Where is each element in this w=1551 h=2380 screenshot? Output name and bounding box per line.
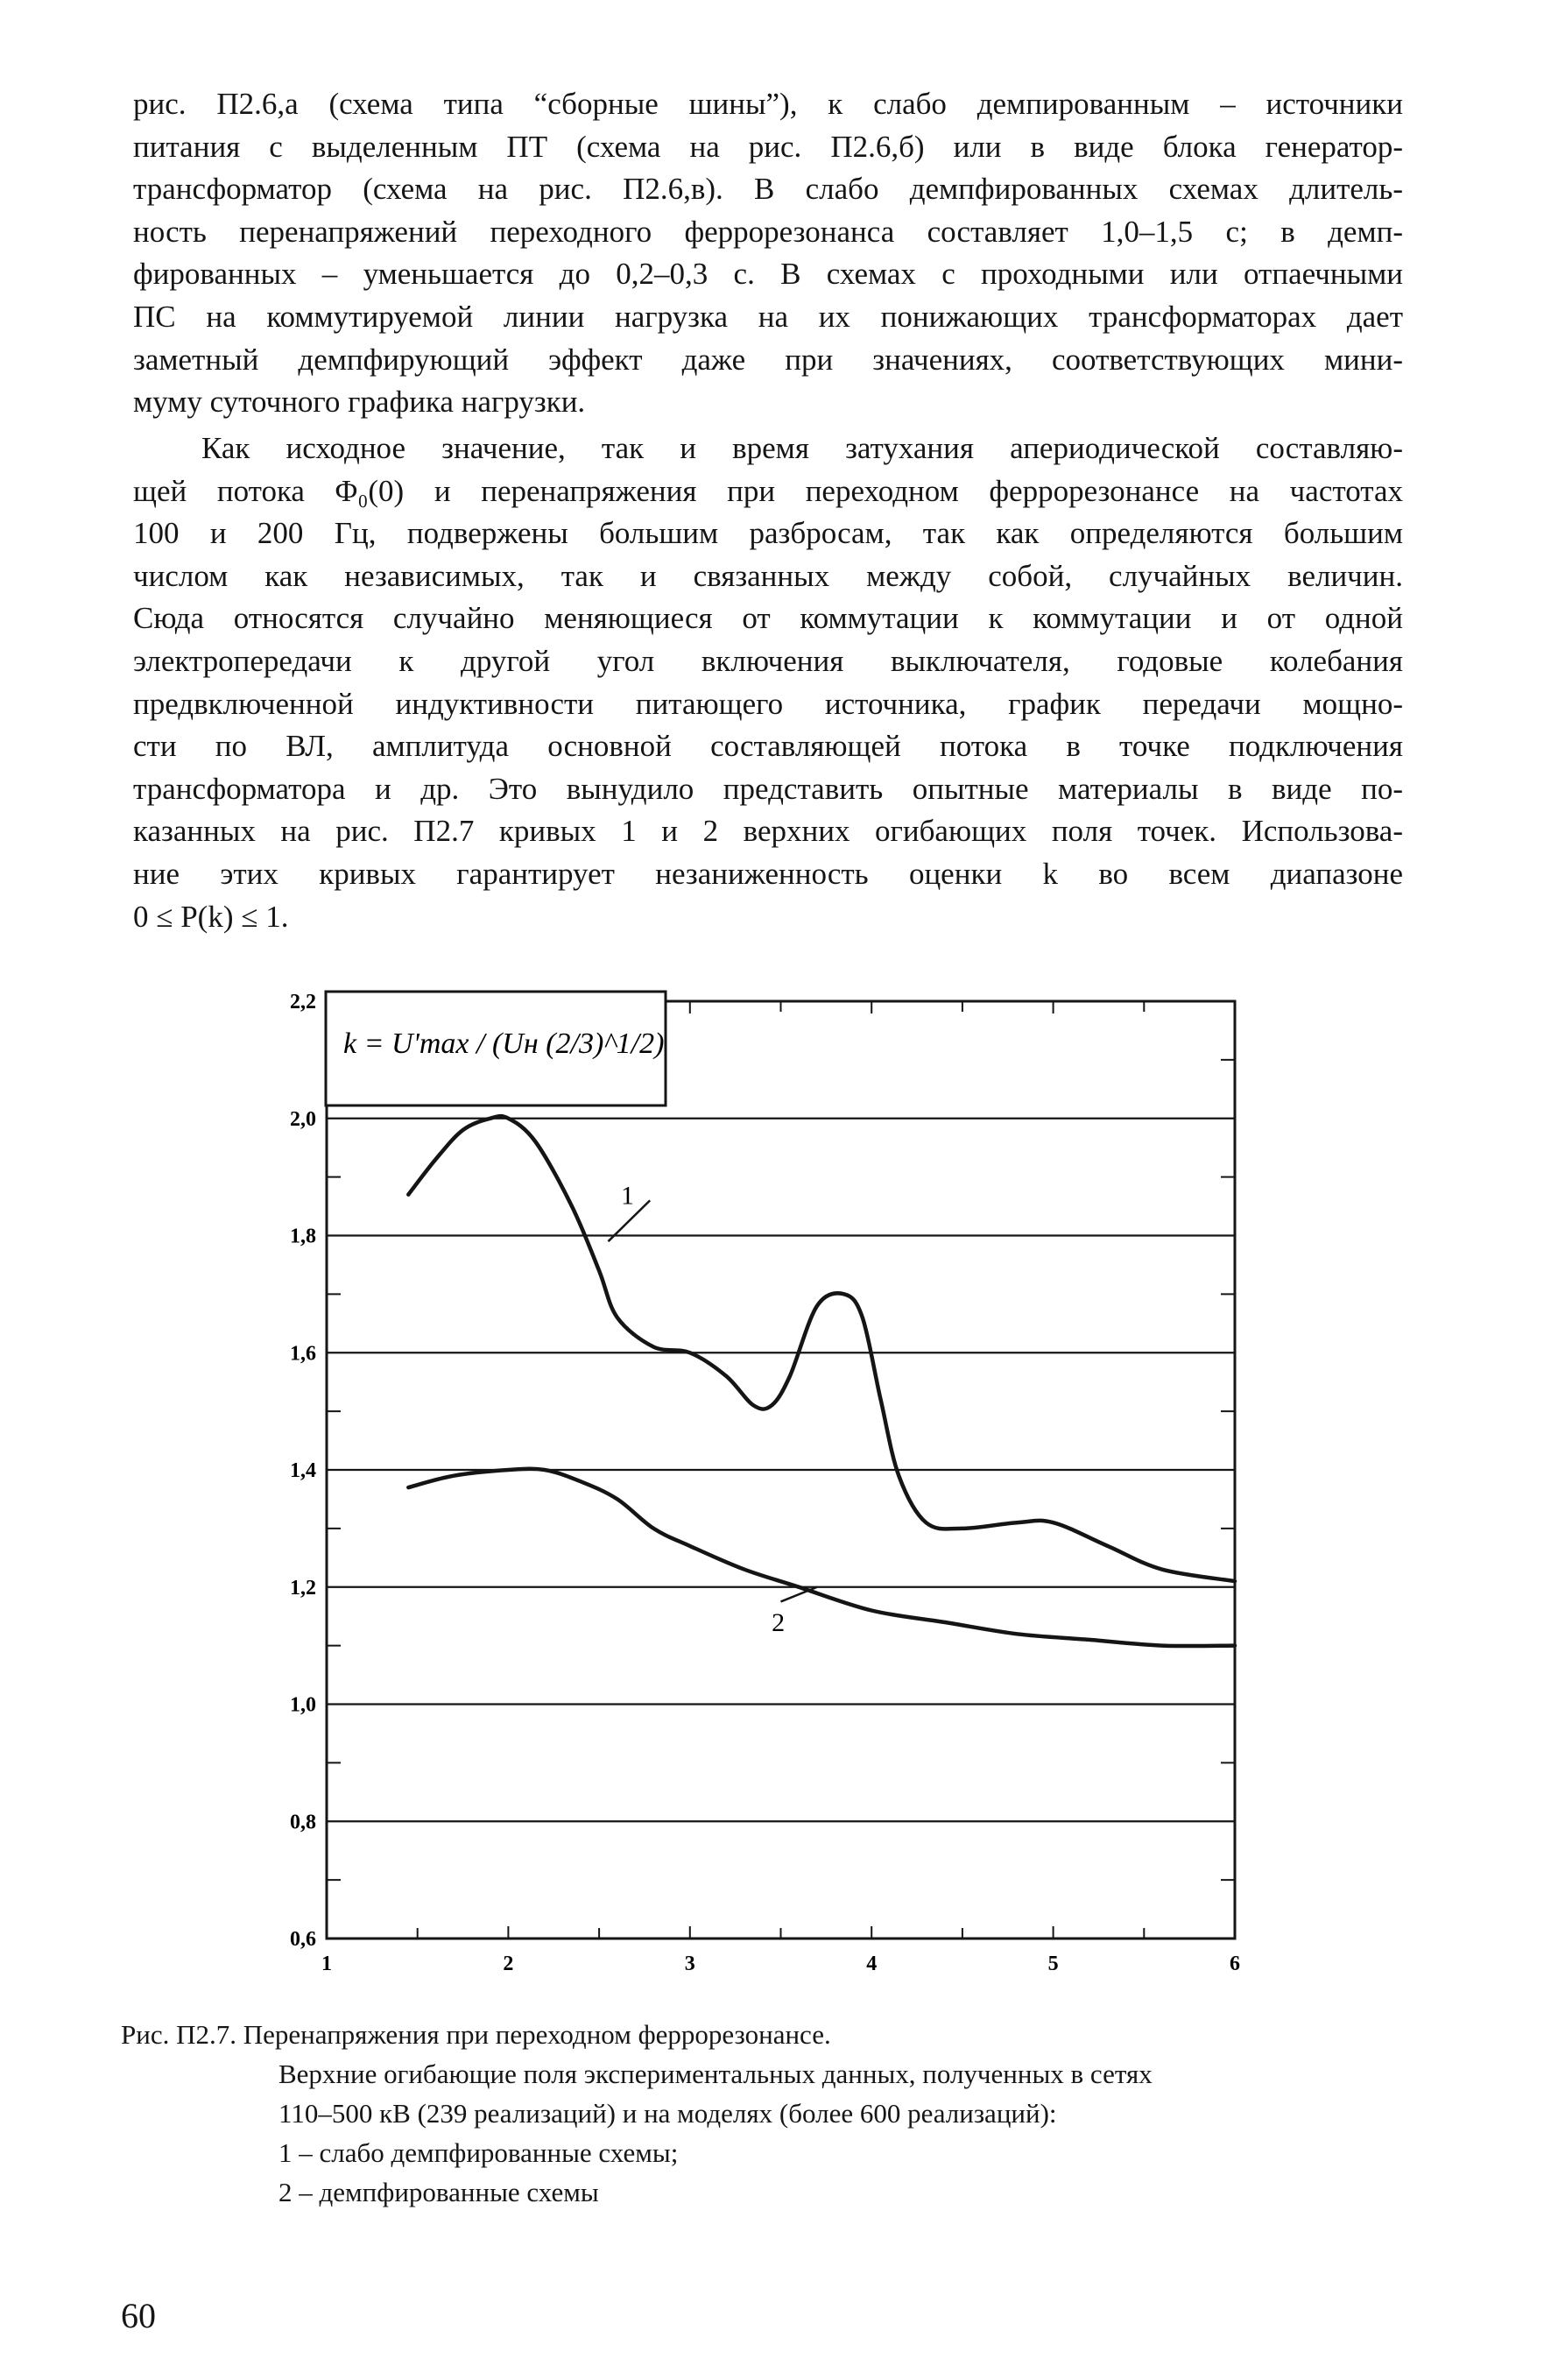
curve-2-leader — [781, 1587, 817, 1602]
x-tick-label: 1 — [321, 1953, 332, 1975]
text-line: рис. П2.6,а (схема типа “сборные шины”), к слабо демпированным – источники — [133, 87, 1403, 121]
series-2-line — [408, 1469, 1235, 1646]
text-line: сти по ВЛ, амплитуда основной составляющей потока в точке подключения — [133, 729, 1403, 764]
text-line: трансформатор (схема на рис. П2.6,в). В слабо демпфированных схемах длитель- — [133, 172, 1403, 207]
text-line: питания с выделенным ПТ (схема на рис. П2.6,б) или в виде блока генератор- — [133, 129, 1403, 164]
text-line: казанных на рис. П2.7 кривых 1 и 2 верхних огибающих поля точек. Использова- — [133, 814, 1403, 849]
y-tick-label: 2,0 — [290, 1107, 316, 1131]
y-tick-label: 1,8 — [290, 1225, 316, 1248]
y-tick-label: 0,8 — [290, 1811, 316, 1834]
x-tick-label: 5 — [1047, 1953, 1059, 1975]
curve-1-label: 1 — [620, 1181, 634, 1211]
text-line: муму суточного графика нагрузки. — [133, 385, 586, 420]
chart-series — [408, 1116, 1235, 1646]
figure-caption-title: Рис. П2.7. Перенапряжения при переходном феррорезонансе. — [121, 2019, 831, 2050]
text-line: заметный демпфирующий эффект даже при значениях, соответствующих мини- — [133, 342, 1403, 377]
figure-caption-legend-2: 2 – демпфированные схемы — [278, 2177, 599, 2207]
y-tick-label: 1,0 — [290, 1693, 316, 1717]
formula-legend-box — [326, 992, 666, 1105]
y-tick-label: 2,2 — [290, 991, 316, 1013]
figure-caption-line-1: Верхние огибающие поля экспериментальных данных, полученных в сетях — [278, 2059, 1153, 2089]
y-tick-label: 1,6 — [290, 1342, 316, 1366]
text-line: фированных – уменьшается до 0,2–0,3 с. В схемах с проходными или отпаечными — [133, 257, 1403, 292]
text-line: числом как независимых, так и связанных между собой, случайных величин. — [133, 558, 1403, 593]
text-line: трансформатора и др. Это вынудило представить опытные материалы в виде по- — [133, 771, 1403, 806]
paragraph-1 — [133, 83, 1403, 424]
figure-caption-legend-1: 1 – слабо демпфированные схемы; — [278, 2137, 679, 2168]
text-line: Сюда относятся случайно меняющиеся от коммутации к коммутации и от одной — [133, 601, 1403, 636]
y-tick-label: 1,2 — [290, 1576, 316, 1600]
text-line: ние этих кривых гарантирует незаниженность оценки k во всем диапазоне — [133, 856, 1403, 891]
paragraph-2 — [133, 427, 1403, 938]
text-line: 100 и 200 Гц, подвержены большим разбросам, так как определяются большим — [133, 516, 1403, 551]
text-line: щей потока Φ₀(0) и перенапряжения при переходном феррорезонансе на частотах — [133, 473, 1403, 508]
curve-2-label: 2 — [772, 1607, 786, 1637]
chart-labels — [290, 991, 1240, 1975]
page-number: 60 — [121, 2296, 156, 2335]
text-line: 0 ≤ P(k) ≤ 1. — [133, 899, 289, 934]
chart-grid — [327, 1119, 1235, 1822]
y-tick-label: 1,4 — [290, 1459, 316, 1482]
text-line: предвключенной индуктивности питающего источника, график передачи мощно- — [133, 686, 1403, 721]
x-tick-label: 4 — [866, 1953, 878, 1975]
text-line: электропередачи к другой угол включения выключателя, годовые колебания — [133, 643, 1403, 678]
y-tick-label: 0,6 — [290, 1928, 316, 1951]
text-line: Как исходное значение, так и время затухания апериодической составляю- — [201, 431, 1403, 465]
series-1-line — [408, 1116, 1235, 1581]
overvoltage-chart — [263, 981, 1261, 2028]
text-line: ПС на коммутируемой линии нагрузка на их понижающих трансформаторах дает — [133, 299, 1403, 334]
figure-caption-line-2: 110–500 кВ (239 реализаций) и на моделях (более 600 реализаций): — [278, 2098, 1057, 2129]
x-tick-label: 3 — [684, 1953, 695, 1975]
formula-label: k = U'max / (Uн (2/3)^1/2) — [343, 1028, 665, 1060]
x-tick-label: 2 — [503, 1953, 514, 1975]
text-line: ность перенапряжений переходного феррорезонанса составляет 1,0–1,5 с; в демп- — [133, 214, 1403, 249]
x-tick-label: 6 — [1230, 1953, 1240, 1975]
